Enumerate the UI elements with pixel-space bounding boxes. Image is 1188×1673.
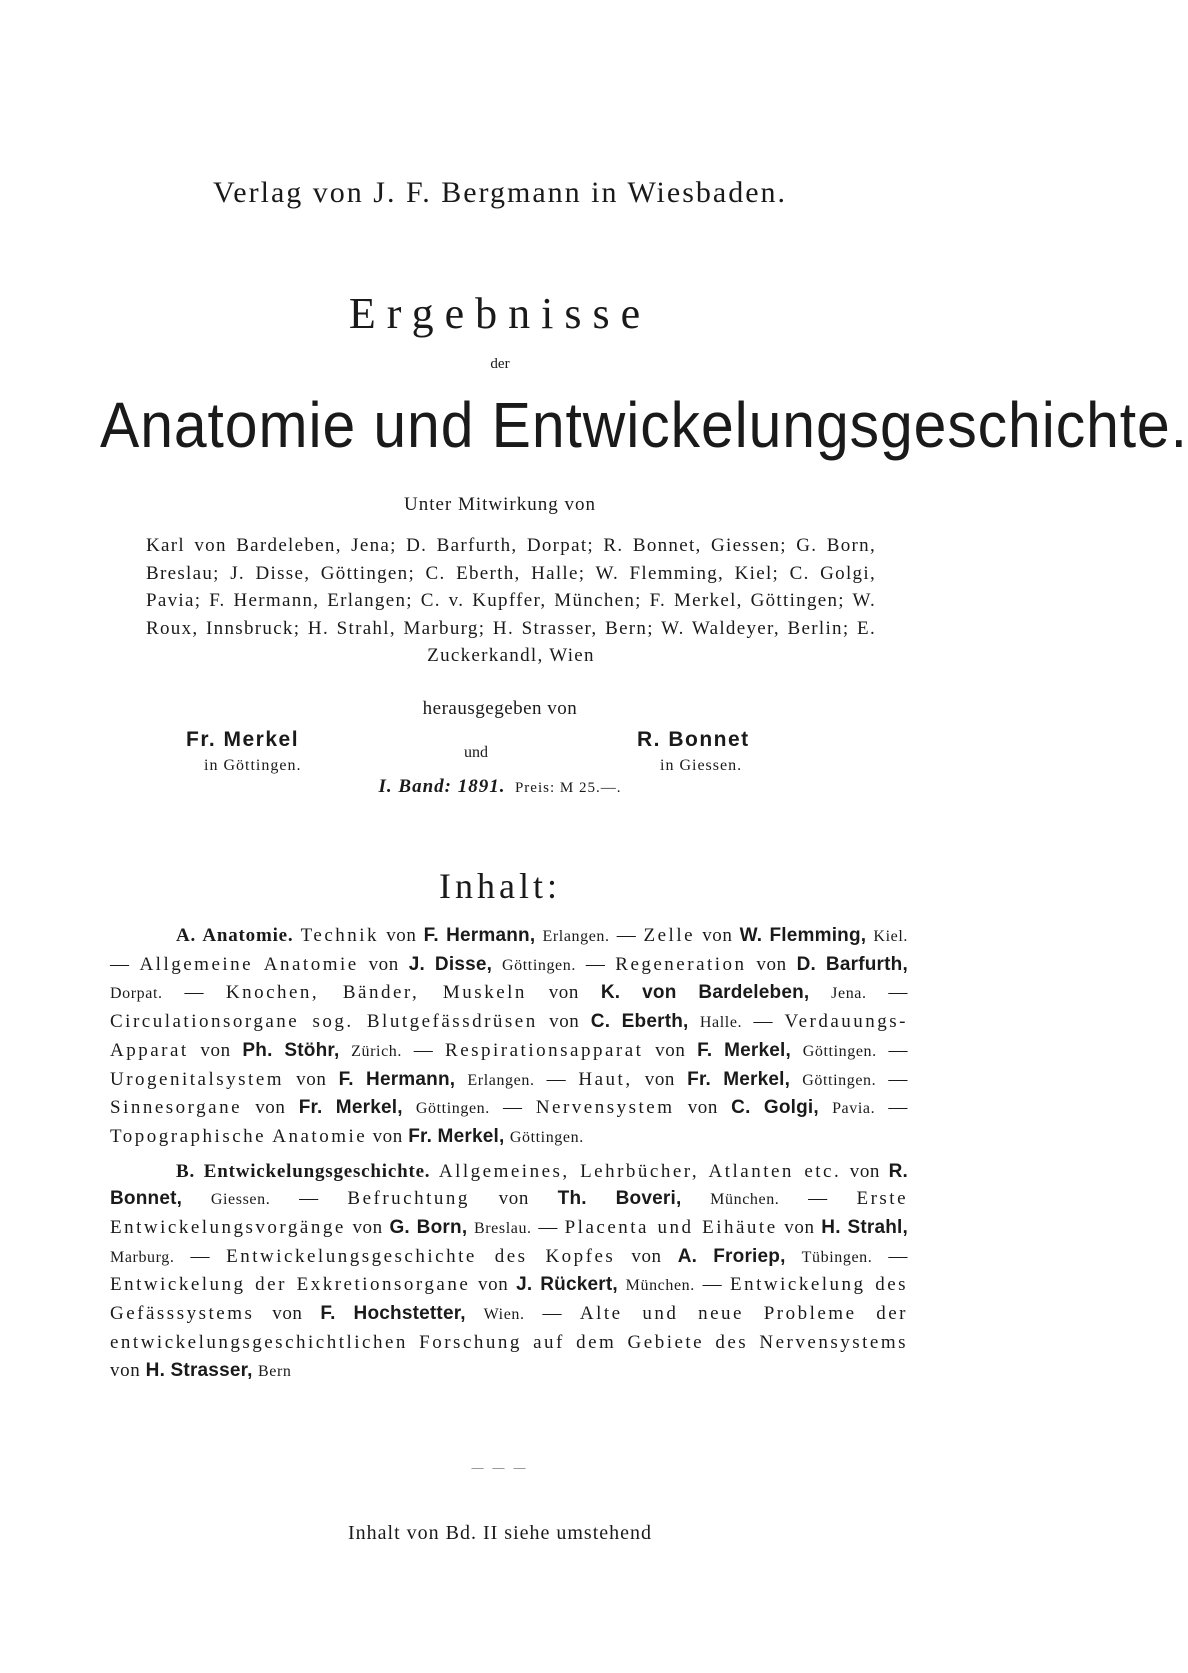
entry-place: Göttingen. bbox=[501, 956, 576, 974]
entry-by: von bbox=[368, 953, 399, 975]
contents-entry bbox=[110, 1274, 730, 1295]
contents-entry bbox=[347, 1188, 856, 1209]
contents-entry bbox=[139, 954, 615, 975]
entry-by: von bbox=[655, 1039, 686, 1061]
entry-place: München. bbox=[625, 1277, 695, 1295]
entry-author: Ph. Stöhr, bbox=[242, 1039, 340, 1061]
entry-by: von bbox=[352, 1217, 383, 1239]
entry-author: Th. Boveri, bbox=[557, 1188, 682, 1210]
contents-title: Inhalt: bbox=[439, 866, 561, 906]
entry-topic: Sinnesorgane bbox=[110, 1097, 243, 1119]
contents-entry bbox=[226, 1246, 908, 1267]
entry-separator: — bbox=[888, 1245, 908, 1267]
entry-separator: — bbox=[542, 1303, 563, 1325]
entry-topic: Haut, bbox=[578, 1068, 633, 1090]
entry-by: von bbox=[386, 925, 417, 946]
entry-place: Erlangen. bbox=[467, 1071, 535, 1089]
contents-entry bbox=[110, 1126, 584, 1147]
contents-entry bbox=[110, 1011, 784, 1032]
entry-place: Kiel. bbox=[873, 928, 908, 945]
entry-topic: Entwickelung der Exkretionsorgane bbox=[110, 1274, 471, 1296]
section-b-paragraph bbox=[110, 1158, 908, 1386]
entry-topic: Alte und neue Probleme der entwickelungsgeschichtlichen Forschung auf dem Gebiete des Nervensystems bbox=[110, 1303, 908, 1353]
entry-topic: Nervensystem bbox=[535, 1097, 675, 1119]
entry-topic: Technik bbox=[300, 925, 380, 946]
divider: — — — bbox=[471, 1460, 529, 1474]
entry-place: Wien. bbox=[483, 1306, 525, 1324]
entry-topic: Entwickelungsgeschichte des Kopfes bbox=[226, 1245, 616, 1267]
entry-author: A. Froriep, bbox=[677, 1245, 786, 1267]
entry-by: von bbox=[200, 1039, 231, 1061]
entry-place: Marburg. bbox=[110, 1248, 175, 1266]
footer-note: Inhalt von Bd. II siehe umstehend bbox=[347, 1522, 653, 1544]
entry-topic: Befruchtung bbox=[347, 1188, 470, 1210]
entry-separator: — bbox=[585, 953, 606, 975]
subject-title: Anatomie und Entwickelungsgeschichte. bbox=[100, 389, 1188, 461]
entry-topic: Circulationsorgane sog. Blutgefässdrüsen bbox=[110, 1011, 538, 1033]
entry-place: Breslau. bbox=[473, 1220, 532, 1238]
entry-separator: — bbox=[888, 1039, 909, 1061]
contents-entry bbox=[536, 1097, 908, 1118]
entry-place: Bern bbox=[258, 1362, 292, 1380]
entry-topic: Placenta und Eihäute bbox=[564, 1217, 778, 1239]
contents-entry bbox=[110, 1069, 578, 1090]
entry-topic: Allgemeine Anatomie bbox=[139, 953, 359, 975]
entry-by: von bbox=[372, 1125, 403, 1147]
volume-label: I. Band: 1891. bbox=[378, 776, 506, 797]
entry-place: Göttingen. bbox=[415, 1100, 490, 1118]
editor-right-name: R. Bonnet bbox=[637, 728, 750, 751]
entry-author: F. Hermann, bbox=[423, 925, 536, 946]
entry-topic: Regeneration bbox=[615, 953, 747, 975]
entry-author: C. Golgi, bbox=[731, 1097, 819, 1119]
entry-by: von bbox=[272, 1303, 303, 1325]
price-label: Preis: M 25.—. bbox=[514, 780, 622, 796]
editor-left-place: in Göttingen. bbox=[204, 757, 302, 774]
entry-place: Erlangen. bbox=[542, 928, 610, 945]
entry-separator: — bbox=[888, 1068, 908, 1090]
entry-separator: — bbox=[110, 953, 130, 975]
entry-author: F. Hermann, bbox=[338, 1068, 456, 1090]
entry-separator: — bbox=[538, 1217, 558, 1239]
entry-author: H. Strahl, bbox=[821, 1217, 908, 1239]
collaboration-intro: Unter Mitwirkung von bbox=[403, 494, 597, 515]
entry-author: G. Born, bbox=[389, 1217, 468, 1239]
contributors-list: Karl von Bardeleben, Jena; D. Barfurth, Dorpat; R. Bonnet, Giessen; G. Born, Breslau; J. Disse, Göttingen; C. Eberth, Halle; W. Flemming, Kiel; C. Golgi, Pavia; F. Hermann, Erlangen; C. v. Kupffer, München; F. Merkel, Göttingen; W. Roux, Innsbruck; H. Strahl, Marburg; H. Strasser, Bern; W. Waldeyer, Berlin; E. Zuckerkandl, Wien bbox=[146, 535, 876, 667]
entry-place: Jena. bbox=[831, 985, 867, 1003]
contents-entry bbox=[578, 1069, 908, 1090]
entry-place: Dorpat. bbox=[110, 985, 163, 1003]
entry-topic: Knochen, Bänder, Muskeln bbox=[225, 982, 527, 1004]
entry-place: Pavia. bbox=[832, 1100, 876, 1118]
contents-entry bbox=[110, 1097, 536, 1118]
entry-place: Göttingen. bbox=[509, 1128, 584, 1146]
entry-topic: Erste Entwickelungsvorgänge bbox=[110, 1188, 909, 1239]
entry-place: Zürich. bbox=[351, 1042, 402, 1060]
entry-by: von bbox=[110, 1359, 141, 1381]
entry-by: von bbox=[548, 982, 580, 1004]
entry-author: Fr. Merkel, bbox=[408, 1125, 505, 1147]
entry-by: von bbox=[644, 1068, 676, 1090]
entry-by: von bbox=[255, 1097, 286, 1119]
entry-by: von bbox=[478, 1274, 509, 1296]
entry-author: F. Merkel, bbox=[697, 1039, 792, 1061]
entry-topic: Zelle bbox=[643, 925, 696, 946]
entry-place: Giessen. bbox=[210, 1191, 271, 1209]
section-a-heading: A. Anatomie. bbox=[176, 925, 294, 946]
edited-by-line: herausgegeben von bbox=[422, 698, 578, 719]
entry-topic: Respirationsapparat bbox=[445, 1039, 644, 1061]
publisher-line: Verlag von J. F. Bergmann in Wiesbaden. bbox=[212, 176, 788, 209]
title-connector: der bbox=[490, 356, 510, 372]
entry-topic: Allgemeines, Lehrbücher, Atlanten etc. bbox=[438, 1160, 842, 1182]
entry-separator: — bbox=[190, 1245, 211, 1267]
entry-separator: — bbox=[808, 1188, 828, 1210]
entry-by: von bbox=[702, 925, 733, 946]
contents-entry bbox=[445, 1040, 908, 1061]
contents-entry bbox=[226, 982, 908, 1003]
entry-author: Fr. Merkel, bbox=[687, 1068, 791, 1090]
editor-right-place: in Giessen. bbox=[660, 757, 743, 774]
entry-author: K. von Bardeleben, bbox=[600, 982, 810, 1004]
entry-by: von bbox=[631, 1245, 662, 1267]
entry-by: von bbox=[687, 1097, 718, 1119]
volume-line bbox=[0, 776, 1000, 798]
entry-separator: — bbox=[616, 925, 637, 946]
entry-author: H. Strasser, bbox=[145, 1359, 253, 1381]
entry-by: von bbox=[498, 1188, 529, 1210]
entry-topic: Entwickelung des Gefässsystems bbox=[110, 1274, 909, 1325]
entry-author: C. Eberth, bbox=[590, 1011, 689, 1033]
entry-separator: — bbox=[184, 982, 205, 1004]
entry-topic: Verdauungs-Apparat bbox=[110, 1011, 908, 1061]
entry-author: F. Hochstetter, bbox=[320, 1303, 466, 1325]
entry-by: von bbox=[849, 1160, 881, 1182]
entry-by: von bbox=[784, 1217, 815, 1239]
entry-author: R. Bonnet, bbox=[110, 1160, 908, 1210]
entry-place: Göttingen. bbox=[802, 1042, 877, 1060]
contents-entry bbox=[301, 925, 644, 946]
entry-separator: — bbox=[753, 1011, 774, 1033]
entry-separator: — bbox=[299, 1188, 319, 1210]
entry-separator: — bbox=[888, 982, 909, 1004]
entry-by: von bbox=[296, 1068, 327, 1090]
editors-connector: und bbox=[464, 744, 488, 761]
entry-separator: — bbox=[702, 1274, 723, 1296]
entry-separator: — bbox=[546, 1068, 567, 1090]
entry-author: J. Rückert, bbox=[516, 1274, 618, 1296]
entry-by: von bbox=[756, 953, 787, 975]
entry-author: J. Disse, bbox=[408, 953, 493, 975]
entry-separator: — bbox=[888, 1097, 908, 1119]
contents-body bbox=[110, 922, 908, 1385]
entry-separator: — bbox=[503, 1097, 523, 1119]
entry-author: Fr. Merkel, bbox=[298, 1097, 403, 1119]
entry-author: D. Barfurth, bbox=[796, 953, 908, 975]
entry-topic: Topographische Anatomie bbox=[110, 1125, 368, 1147]
entry-place: Tübingen. bbox=[801, 1248, 873, 1266]
entry-place: München. bbox=[710, 1191, 780, 1209]
entry-place: Göttingen. bbox=[802, 1071, 877, 1089]
entry-topic: Urogenitalsystem bbox=[110, 1068, 285, 1090]
section-a-paragraph bbox=[110, 922, 908, 1152]
entry-place: Halle. bbox=[699, 1014, 743, 1032]
entry-separator: — bbox=[413, 1039, 434, 1061]
entry-author: W. Flemming, bbox=[739, 925, 867, 946]
main-title: Ergebnisse bbox=[348, 289, 652, 338]
entry-by: von bbox=[549, 1011, 580, 1033]
editor-left-name: Fr. Merkel bbox=[186, 728, 300, 751]
section-b-heading: B. Entwickelungsgeschichte. bbox=[176, 1160, 431, 1182]
